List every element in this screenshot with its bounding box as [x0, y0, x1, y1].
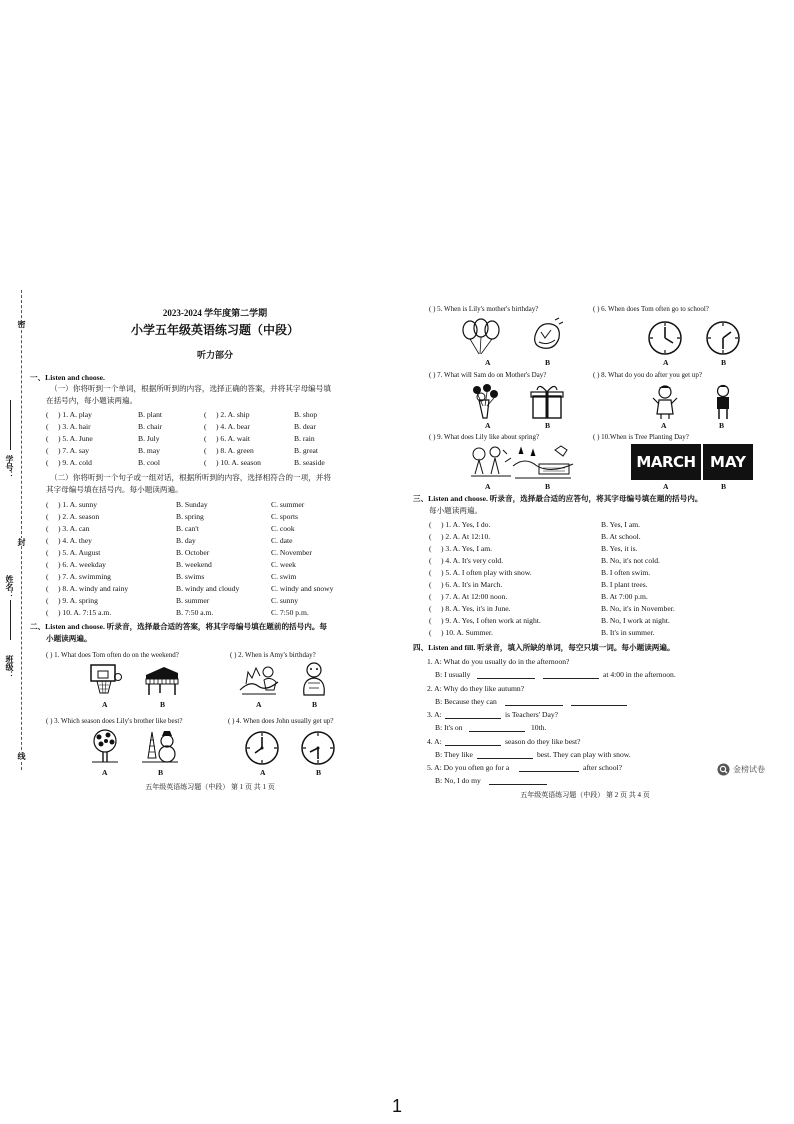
- xuehao-line: [10, 400, 11, 450]
- answer-blank[interactable]: ) 8. A. Yes, it's in June.: [441, 604, 511, 613]
- answer-blank[interactable]: ) 4. A. bear: [216, 422, 250, 431]
- child-snowman-icon: [296, 661, 332, 697]
- section1b-instruction: （二）你将听到一个句子或一组对话，根据所听到的内容，选择相符合的一项，并将: [50, 473, 331, 482]
- basketball-hoop-icon: [88, 663, 122, 697]
- xingming-line: [10, 600, 11, 640]
- table-row: ( ) 7. A. At 12:00 noon. B. At 7:00 p.m.: [429, 592, 648, 601]
- binding-margin: [0, 290, 40, 770]
- fill-blank[interactable]: [469, 731, 525, 732]
- answer-blank[interactable]: ) 1. A. sunny: [58, 500, 98, 509]
- clock-icon: [244, 730, 280, 766]
- answer-blank[interactable]: ) 5. A. June: [58, 434, 93, 443]
- option-label-a: A: [102, 768, 108, 777]
- question-6: ( ) 6. When does Tom often go to school?: [593, 305, 709, 313]
- march-calendar-image: [631, 444, 701, 480]
- answer-blank[interactable]: ) 5. A. I often play with snow.: [441, 568, 532, 577]
- section2-title-2: 小题读两遍。: [46, 634, 92, 643]
- section2-title: 二、Listen and choose. 听录音，选择最合适的答案，将其字母编号填在题前的括号内。每: [30, 622, 328, 631]
- binding-banji: 班级：: [5, 655, 14, 679]
- table-row: ( ) 2. A. season B. spring C. sports: [46, 512, 299, 521]
- fill-blank[interactable]: [543, 678, 599, 679]
- question-5: ( ) 5. When is Lily's mother's birthday?: [429, 305, 539, 313]
- fill-1b-suffix: at 4:00 in the afternoon.: [603, 670, 676, 679]
- fill-blank[interactable]: [477, 678, 535, 679]
- binding-feng: 封: [17, 538, 26, 546]
- binding-xian: 线: [17, 752, 26, 760]
- table-row: ( ) 4. A. they B. day C. date: [46, 536, 293, 545]
- answer-blank[interactable]: ) 1. A. Yes, I do.: [441, 520, 491, 529]
- piano-icon: [144, 663, 180, 697]
- answer-blank[interactable]: ) 6. A. weekday: [58, 560, 106, 569]
- answer-blank[interactable]: ) 7. A. swimming: [58, 572, 111, 581]
- binding-dashed-line: [21, 290, 22, 770]
- fill-1b-prefix: B: I usually: [435, 670, 471, 679]
- table-row: ( ) 5. A. August B. October C. November: [46, 548, 312, 557]
- question-1: ( ) 1. What does Tom often do on the weekend?: [46, 651, 179, 659]
- answer-blank[interactable]: ) 1. A. play: [58, 410, 92, 419]
- march-label: MARCH: [636, 453, 696, 471]
- table-row: ( ) 9. A. spring B. summer C. sunny: [46, 596, 299, 605]
- clock-icon: [647, 320, 683, 356]
- answer-blank[interactable]: ) 8. A. windy and rainy: [58, 584, 129, 593]
- table-row: ( ) 7. A. swimming B. swims C. swim: [46, 572, 297, 581]
- option-label-a: A: [485, 482, 491, 491]
- fill-blank[interactable]: [477, 758, 533, 759]
- answer-blank[interactable]: ) 10. A. 7:15 a.m.: [58, 608, 112, 617]
- flower-tree-icon: [88, 728, 122, 764]
- left-page-footer: 五年级英语练习题（中段） 第 1 页 共 1 页: [145, 783, 275, 791]
- search-magnifier-icon: [717, 763, 730, 776]
- fill-5a-prefix: 5. A: Do you often go for a: [427, 763, 510, 772]
- option-label-b: B: [719, 421, 725, 430]
- fill-3a-prefix: 3. A:: [427, 710, 442, 719]
- snowman-tree-icon: [140, 728, 180, 764]
- fill-2a: 2. A: Why do they like autumn?: [427, 684, 525, 693]
- boy-washing-icon: [649, 384, 681, 420]
- table-row: ( ) 10. A. Summer. B. It's in summer.: [429, 628, 655, 637]
- winter-scene-icon: [238, 662, 280, 696]
- fill-blank[interactable]: [489, 784, 547, 785]
- option-label-a: A: [663, 358, 669, 367]
- table-row: ( ) 6. A. weekday B. weekend C. week: [46, 560, 296, 569]
- watermark: [717, 763, 779, 777]
- option-label-a: A: [260, 768, 266, 777]
- section4-title: 四、Listen and fill. 听录音，填入所缺的单词，每空只填一词。每小题读两遍。: [413, 643, 675, 652]
- spring-garden-icon: [511, 444, 575, 480]
- fill-5a-suffix: after school?: [583, 763, 623, 772]
- answer-blank[interactable]: ) 10. A. season: [216, 458, 261, 467]
- section1-title: 一、Listen and choose.: [30, 373, 105, 382]
- question-7: ( ) 7. What will Sam do on Mother's Day?: [429, 371, 547, 379]
- exam-year-header: 2023-2024 学年度第二学期: [162, 308, 268, 318]
- option-label-a: A: [663, 482, 669, 491]
- table-row: ( ) 1. A. play B. plant ( ) 2. A. ship B. shop: [46, 410, 318, 419]
- answer-blank[interactable]: ) 4. A. It's very cold.: [441, 556, 504, 565]
- table-row: ( ) 3. A. can B. can't C. cook: [46, 524, 295, 533]
- page-number: 1: [391, 1096, 402, 1116]
- option-label-b: B: [316, 768, 322, 777]
- birthday-cake-icon: [529, 316, 565, 356]
- listening-subheader: 听力部分: [196, 350, 233, 360]
- fill-3a-suffix: is Teachers' Day?: [505, 710, 558, 719]
- fill-4b-suffix: best. They can play with snow.: [537, 750, 631, 759]
- spring-scene-icon: [469, 444, 513, 480]
- table-row: ( ) 9. A. cold B. cool ( ) 10. A. season B. seaside: [46, 458, 325, 467]
- option-label-b: B: [312, 700, 318, 709]
- option-label-b: B: [721, 482, 727, 491]
- table-row: ( ) 6. A. It's in March. B. I plant trees.: [429, 580, 648, 589]
- answer-blank[interactable]: ) 10. A. Summer.: [441, 628, 493, 637]
- may-label: MAY: [710, 453, 746, 471]
- question-3: ( ) 3. Which season does Lily's brother like best?: [46, 717, 183, 725]
- exam-title: 小学五年级英语练习题（中段）: [130, 323, 299, 337]
- balloons-icon: [461, 318, 501, 356]
- clock-icon: [705, 320, 741, 356]
- table-row: ( ) 10. A. 7:15 a.m. B. 7:50 a.m. C. 7:50 p.m.: [46, 608, 309, 617]
- option-label-a: A: [102, 700, 108, 709]
- option-label-b: B: [545, 421, 551, 430]
- answer-blank[interactable]: ) 3. A. hair: [58, 422, 91, 431]
- answer-blank[interactable]: ) 5. A. August: [58, 548, 101, 557]
- may-calendar-image: [703, 444, 753, 480]
- option-label-b: B: [545, 482, 551, 491]
- table-row: ( ) 8. A. windy and rainy B. windy and cloudy C. windy and snowy: [46, 584, 334, 593]
- table-row: ( ) 2. A. At 12:10. B. At school.: [429, 532, 641, 541]
- answer-blank[interactable]: ) 2. A. ship: [216, 410, 250, 419]
- boy-standing-icon: [709, 384, 737, 420]
- answer-blank[interactable]: ) 4. A. they: [58, 536, 92, 545]
- fill-3b-suffix: 10th.: [531, 723, 547, 732]
- question-2: ( ) 2. When is Amy's birthday?: [230, 651, 316, 659]
- fill-blank[interactable]: [571, 705, 627, 706]
- table-row: ( ) 1. A. sunny B. Sunday C. summer: [46, 500, 305, 509]
- option-label-b: B: [721, 358, 727, 367]
- right-page: [405, 300, 785, 800]
- option-label-b: B: [545, 358, 551, 367]
- table-row: ( ) 3. A. hair B. chair ( ) 4. A. bear B. dear: [46, 422, 316, 431]
- answer-blank[interactable]: ) 3. A. can: [58, 524, 90, 533]
- answer-blank[interactable]: ) 7. A. say: [58, 446, 90, 455]
- question-10: ( ) 10.When is Tree Planting Day?: [593, 433, 689, 441]
- left-page: [30, 300, 390, 791]
- table-row: ( ) 5. A. June B. July ( ) 6. A. wait B. rain: [46, 434, 315, 443]
- fill-4a-prefix: 4. A:: [427, 737, 442, 746]
- answer-blank[interactable]: ) 2. A. At 12:10.: [441, 532, 491, 541]
- table-row: ( ) 3. A. Yes, I am. B. Yes, it is.: [429, 544, 638, 553]
- fill-4a-suffix: season do they like best?: [505, 737, 581, 746]
- section3-title-2: 每小题读两遍。: [429, 506, 483, 515]
- option-label-a: A: [485, 358, 491, 367]
- answer-blank[interactable]: ) 2. A. season: [58, 512, 100, 521]
- table-row: ( ) 9. A. Yes, I often work at night. B. No, I work at night.: [429, 616, 670, 625]
- table-row: ( ) 4. A. It's very cold. B. No, it's not cold.: [429, 556, 660, 565]
- fill-4b-prefix: B: They like: [435, 750, 473, 759]
- section1b-instruction-2: 其字母编号填在括号内。每小题读两遍。: [46, 485, 183, 494]
- table-row: ( ) 8. A. Yes, it's in June. B. No, it's in November.: [429, 604, 675, 613]
- binding-xingming: 姓名：: [5, 575, 14, 599]
- fill-blank[interactable]: [445, 718, 501, 719]
- table-row: ( ) 7. A. say B. may ( ) 8. A. green B. great: [46, 446, 319, 455]
- section1a-instruction: （一）你将听到一个单词，根据所听到的内容，选择正确的答案，并将其字母编号填: [50, 384, 331, 393]
- gift-box-icon: [529, 382, 565, 420]
- fill-blank[interactable]: [505, 705, 563, 706]
- table-row: ( ) 1. A. Yes, I do. B. Yes, I am.: [429, 520, 641, 529]
- binding-xuehao: 学号：: [5, 455, 14, 479]
- fill-blank[interactable]: [445, 745, 501, 746]
- answer-blank[interactable]: ) 8. A. green: [216, 446, 254, 455]
- answer-blank[interactable]: ) 3. A. Yes, I am.: [441, 544, 493, 553]
- answer-blank[interactable]: ) 9. A. cold: [58, 458, 92, 467]
- table-row: ( ) 5. A. I often play with snow. B. I often swim.: [429, 568, 651, 577]
- flower-bouquet-icon: [467, 382, 503, 420]
- answer-blank[interactable]: ) 9. A. spring: [58, 596, 98, 605]
- right-page-footer: 五年级英语练习题（中段） 第 2 页 共 4 页: [520, 791, 650, 799]
- question-4: ( ) 4. When does John usually get up?: [228, 717, 334, 725]
- fill-2b-prefix: B: Because they can: [435, 697, 497, 706]
- answer-blank[interactable]: ) 6. A. It's in March.: [441, 580, 503, 589]
- option-label-b: B: [160, 700, 166, 709]
- fill-3b-prefix: B: It's on: [435, 723, 463, 732]
- question-8: ( ) 8. What do you do after you get up?: [593, 371, 702, 379]
- option-label-b: B: [158, 768, 164, 777]
- fill-5b-prefix: B: No, I do my: [435, 776, 481, 785]
- fill-blank[interactable]: [519, 771, 579, 772]
- watermark-text: 金榜试卷: [733, 765, 765, 774]
- answer-blank[interactable]: ) 7. A. At 12:00 noon.: [441, 592, 508, 601]
- question-9: ( ) 9. What does Lily like about spring?: [429, 433, 540, 441]
- section3-title: 三、Listen and choose. 听录音，选择最合适的应答句，将其字母编号填在题的括号内。: [413, 494, 703, 503]
- clock-icon: [300, 730, 336, 766]
- answer-blank[interactable]: ) 9. A. Yes, I often work at night.: [441, 616, 541, 625]
- section1a-instruction-2: 在括号内，每小题读两遍。: [46, 396, 138, 405]
- option-label-a: A: [661, 421, 667, 430]
- answer-blank[interactable]: ) 6. A. wait: [216, 434, 250, 443]
- fill-1a: 1. A: What do you usually do in the afternoon?: [427, 657, 570, 666]
- binding-mi: 密: [17, 320, 26, 328]
- option-label-a: A: [256, 700, 262, 709]
- option-label-a: A: [485, 421, 491, 430]
